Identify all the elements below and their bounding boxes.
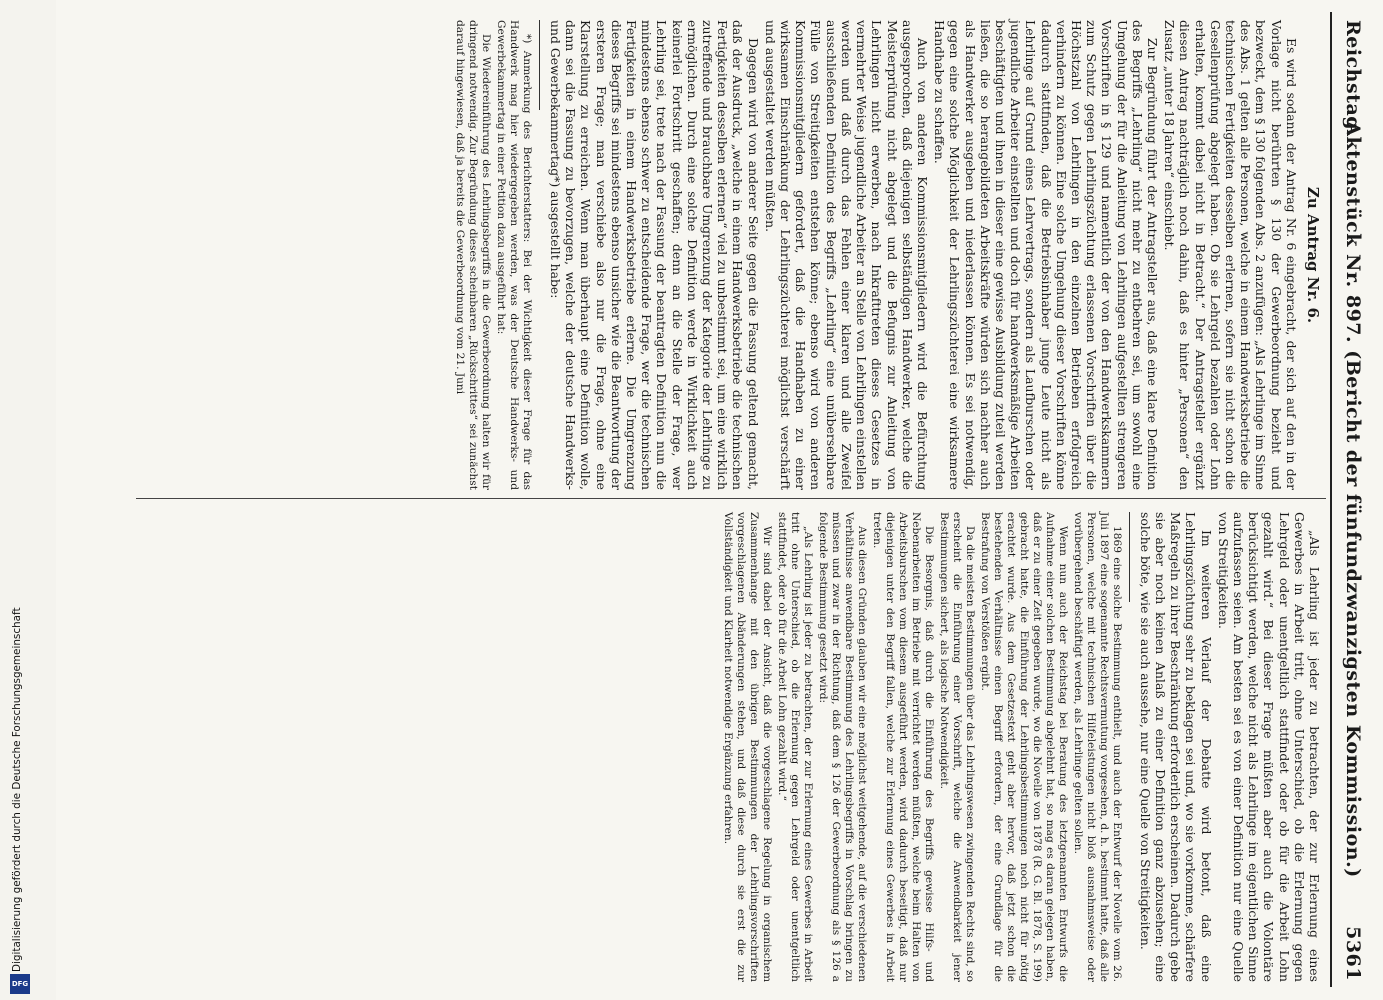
right-column — [719, 512, 1322, 982]
footnote-paragraph: 1869 eine solche Bestimmung enthielt, und auch der Entwurf der Novelle vom 26. Juli 1897 eine sogenannte Rechtsvermutung vorgesehen, d. h. bestimmt hatte, daß alle Personen, welche mit technischen Hilfeleistungen nicht bloß ausnahmsweise oder vorübergehend beschäftigt werden, als Lehrlinge gelten sollen. — [1071, 512, 1123, 982]
paragraph: Dagegen wird von anderer Seite gegen die Fassung geltend gemacht, daß der Ausdruck, „welche in einem Handwerksbetriebe die technischen Fertigkeiten desselben erlernen“ viel zu unbestimmt sei, um eine wirklich zutreffende und brauchbare Umgrenzung der Kategorie der Lehrlinge zu ermöglichen. Durch eine solche Definition werde in Wirklichkeit auch keinerlei Fortschritt geschaffen; denn an die Stelle der Frage, wer Lehrling sei, trete nach der Fassung der beantragten Definition nun die mindestens ebenso schwer zu entscheidende Frage, wer die technischen Fertigkeiten in einem Handwerksbetriebe erlerne. Die Umgrenzung dieses Begriffs sei mindestens ebenso unsicher wie die Beantwortung der ersteren Frage; man verschiebe also nur die Frage, ohne eine Klarstellung zu erreichen. Wenn man überhaupt eine Definition wolle, dann sei die Fassung zu bevorzugen, welche der deutsche Handwerks- und Gewerbekammertag*) ausgestellt habe: — [548, 20, 761, 490]
footnote-separator — [539, 20, 540, 110]
footnote-separator — [1129, 512, 1130, 602]
left-column — [451, 20, 1322, 490]
page-number: 5361 — [1342, 926, 1364, 981]
header-rule — [1330, 12, 1332, 987]
credit-text: Digitalisierung gefördert durch die Deutsche Forschungsgemeinschaft — [11, 607, 23, 972]
footnote — [453, 20, 533, 490]
credit-strip — [4, 0, 34, 1000]
footnote-paragraph: Die Wiedereinführung des Lehrlingsbegriffs in die Gewerbeordnung halten wir für dringend notwendig. Zur Begründung dieses scheinbaren „Rückschrittes“ sei zunächst darauf hingewiesen, daß ja bereits die Gewerbeordnung vom 21. Juni — [453, 20, 492, 490]
paragraph: Auch von anderen Kommissionsmitgliedern wird die Befürchtung ausgesprochen, daß diejenigen selbständigen Handwerker, welche die Meisterprüfung nicht abgelegt und die Befugnis zur Anleitung von Lehrlingen nicht erwerben, nach Inkrafttreten dieses Gesetzes in vermehrter Weise jugendliche Arbeiter an Stelle von Lehrlingen einstellen werden und daß durch das Fehlen einer klaren und alle Zweifel ausschließenden Definition des Begriffs „Lehrling“ eine unübersehbare Fülle von Streitigkeiten entstehen könne; ebenso wird von anderen Kommissionsmitgliedern gefordert, daß die Handhaben zu einer wirksamen Einschränkung der Lehrlingszüchterei möglichst verschärft und ausgestaltet werden müßten. — [762, 20, 930, 490]
paragraph: „Als Lehrling ist jeder zu betrachten, der zur Erlernung eines Gewerbes in Arbeit tritt, ohne Unterschied, ob die Erlernung gegen Lehrgeld oder unentgeltlich stattfindet oder ob für die Arbeit Lohn gezahlt wird.“ Bei dieser Frage müßten aber auch die Volontäre berücksichtigt werden, welche nicht als Lehrlinge im eigentlichen Sinne aufzufassen seien. Am besten sei es von einer Definition nur eine Quelle von Streitigkeiten. — [1215, 512, 1322, 982]
section-heading: Zu Antrag Nr. 6. — [1304, 186, 1322, 324]
footnote — [721, 512, 1123, 982]
page-header — [1334, 12, 1364, 987]
footnote-paragraph: *) Anmerkung des Berichterstatters: Bei der Wichtigkeit dieser Frage für das Handwerk mag hier wiedergegeben werden, was der Deutsche Handwerks- und Gewerbekammertag in einer Petition dazu ausgeführt hat: — [494, 20, 533, 490]
footnote-paragraph: Wir sind dabei der Ansicht, daß die vorgeschlagene Regelung in organischem Zusammenhange mit den übrigen Bestimmungen der Lehrlingsvorschriften vorgeschlagenen Abänderungen stehen, und daß diese durch sie erst die zur Vollständigkeit und Klarheit notwendige Ergänzung erfahren. — [721, 512, 773, 982]
scanned-page — [56, 0, 1383, 1000]
page-content — [124, 12, 1364, 987]
dfg-logo: DFG — [10, 974, 30, 994]
footnote-paragraph: Die Besorgnis, daß durch die Einführung des Begriffs gewisse Hilfs- und Nebenarbeiten im Betriebe mit verrichtet werden müßten, welche beim Halten von Arbeitsburschen vom diesem ausgeführt werden, wird dadurch beseitigt, daß nur diejenigen unter den Begriff fallen, welche zur Erlernung eines Gewerbes in Arbeit treten. — [870, 512, 935, 982]
footnote-paragraph: Aus diesen Gründen glauben wir eine möglichst weitgehende, auf die verschiedenen Verhältnisse anwendbare Bestimmung des Lehrlingsbegriffs in Vorschlag bringen zu müssen und zwar in der Richtung, daß dem § 126 der Gewerbeordnung als § 126 a folgende Bestimmung gesetzt wird: — [816, 512, 868, 982]
footnote-paragraph: „Als Lehrling ist jeder zu betrachten, der zur Erlernung eines Gewerbes in Arbeit tritt ohne Unterschied, ob die Erlernung gegen Lehrgeld oder unentgeltlich stattfindet, oder ob für die Arbeit Lohn gezahlt wird.“ — [775, 512, 814, 982]
paragraph: Im weiteren Verlauf der Debatte wird betont, daß eine Lehrlingszüchtung sehr zu beklagen sei und, wo sie vorkomme, schärfere Maßregeln zu ihrer Beschränkung erforderlich erscheinen. Dadurch gebe sie aber noch keinen Anlaß zu einer Definition ganz abzusehen; eine solche böte, wie sie auch aussehe, nur eine Quelle von Streitigkeiten. — [1137, 512, 1214, 982]
footnote-paragraph: Wenn nun auch der Reichstag bei Beratung des letztgenannten Entwurfs die Aufnahme einer solchen Bestimmung abgelehnt hat, so mag es daran gelegen haben, daß er zu einer Zeit gegeben wurde, wo die Novelle von 1878 (R. G. Bl. 1878, S. 199) gebracht hatte, die Einführung der Lehrlingsbestimmungen noch nicht für nötig erachtet wurde. Aus dem Gesetzestext geht aber hervor, daß jetzt schon die bestehenden Verhältnisse einen Begriff erfordern, der eine Grundlage für die Bestrafung von Verstößen ergibt. — [978, 512, 1069, 982]
paragraph: Es wird sodann der Antrag Nr. 6 eingebracht, der sich auf den in der Vorlage nicht berührten § 130 der Gewerbeordnung bezieht und bezweckt, dem § 130 folgenden Abs. 2 anzufügen: „Als Lehrlinge im Sinne des Abs. 1 gelten alle Personen, welche in einem Handwerksbetriebe die technischen Fertigkeiten desselben erlernen, sofern sie nicht schon die Gesellenprüfung abgelegt haben. Ob sie Lehrgeld bezahlen oder Lohn erhalten, kommt dabei nicht in Betracht.“ Der Antragsteller ergänzt diesen Antrag nachträglich noch dahin, daß es hinter „Personen“ den Zusatz „unter 18 Jahren“ einschiebt. — [1162, 20, 1299, 490]
header-title: Aktenstück Nr. 897. (Bericht der fünfundzwanzigsten Kommission.) — [1342, 121, 1364, 878]
paragraph: Zur Begründung führt der Antragsteller aus, daß eine klare Definition des Begriffs „Lehrling“ nicht mehr zu entbehren sei, um sowohl eine Umgehung der für die Anleitung von Lehrlingen aufgestellten strengeren Vorschriften in § 129 und namentlich der von den Handwerkskammern zum Schutz gegen Lehrlingszüchtung erlassenen Vorschriften über die Höchstzahl von Lehrlingen in den einzelnen Betrieben erfolgreich verhindern zu können. Eine solche Umgehung dieser Vorschriften könne dadurch stattfinden, daß die Betriebsinhaber junge Leute nicht als Lehrlinge auf Grund eines Lehrvertrags, sondern als Laufburschen oder jugendliche Arbeiter einstellten und doch für handwerksmäßige Arbeiten beschäftigten und ihnen in dieser eine gewisse Ausbildung zuteil werden ließen, die so herangebildeten Arbeitskräfte würden sich nachher auch als Handwerker ausgeben und niederlassen können. Es sei notwendig, gegen eine solche Möglichkeit der Lehrlingszüchterei eine wirksamere Handhabe zu schaffen. — [932, 20, 1160, 490]
header-left: Reichstag. — [1342, 20, 1364, 138]
footnote-paragraph: Da die meisten Bestimmungen über das Lehrlingswesen zwingenden Rechts sind, so erscheint die Einführung einer Vorschrift, welche die Anwendbarkeit jener Bestimmungen sichert, als logische Notwendigkeit. — [937, 512, 976, 982]
column-divider — [136, 498, 1326, 499]
